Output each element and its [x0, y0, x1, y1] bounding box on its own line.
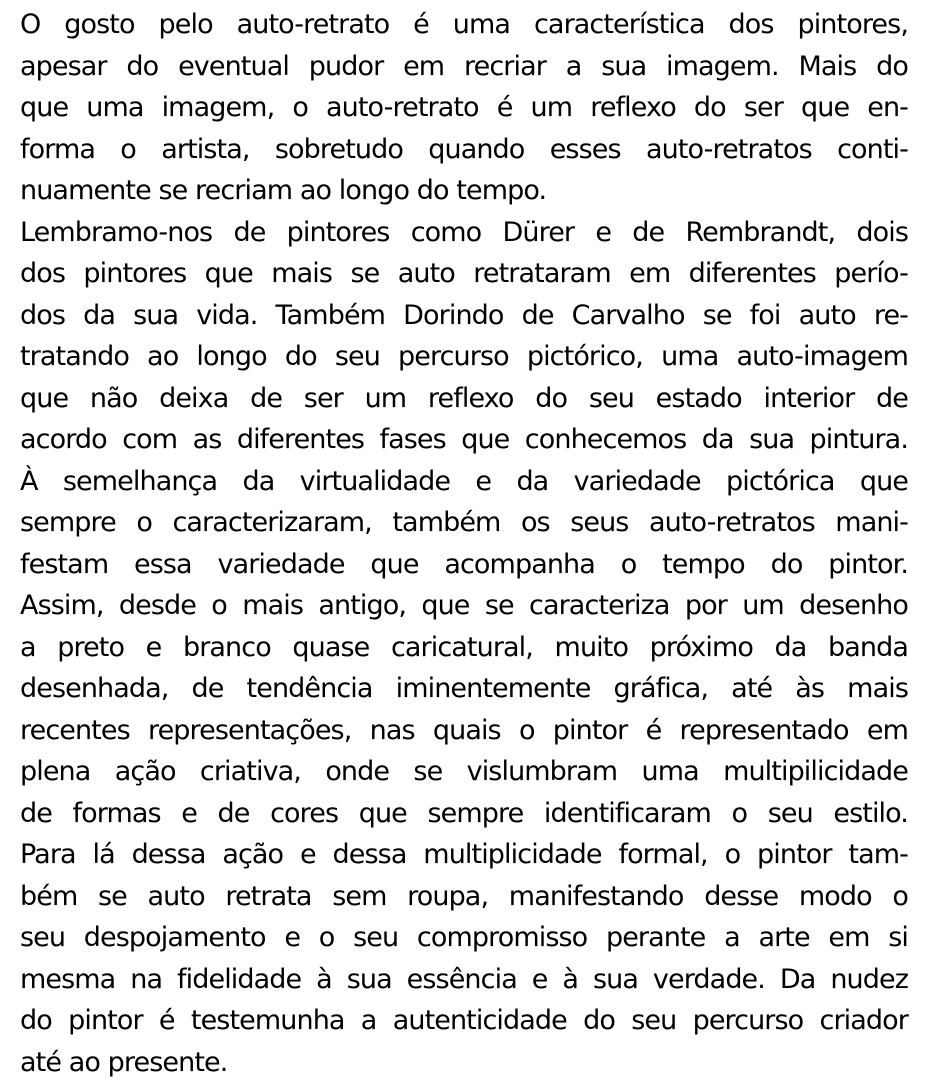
text-line: À semelhança da virtualidade e da variedade pictórica que [20, 461, 908, 503]
text-line: recentes representações, nas quais o pintor é representado em [20, 710, 908, 752]
text-line: plena ação criativa, onde se vislumbram uma multipilicidade [20, 751, 908, 793]
text-line: até ao presente. [20, 1042, 908, 1083]
text-line: mesma na fidelidade à sua essência e à sua verdade. Da nudez [20, 959, 908, 1001]
text-line: que uma imagem, o auto-retrato é um reflexo do ser que en- [20, 87, 908, 129]
text-line: nuamente se recriam ao longo do tempo. [20, 170, 908, 212]
text-line: a preto e branco quase caricatural, muito próximo da banda [20, 627, 908, 669]
text-line: Assim, desde o mais antigo, que se caracteriza por um desenho [20, 585, 908, 627]
text-line: tratando ao longo do seu percurso pictórico, uma auto-imagem [20, 336, 908, 378]
text-line: seu despojamento e o seu compromisso perante a arte em si [20, 917, 908, 959]
text-line: apesar do eventual pudor em recriar a sua imagem. Mais do [20, 46, 908, 88]
text-line: Lembramo-nos de pintores como Dürer e de Rembrandt, dois [20, 212, 908, 254]
article-text [20, 4, 908, 1083]
text-line: sempre o caracterizaram, também os seus auto-retratos mani- [20, 502, 908, 544]
text-line: forma o artista, sobretudo quando esses auto-retratos conti- [20, 129, 908, 171]
text-line: acordo com as diferentes fases que conhecemos da sua pintura. [20, 419, 908, 461]
text-line: que não deixa de ser um reflexo do seu estado interior de [20, 378, 908, 420]
text-line: do pintor é testemunha a autenticidade do seu percurso criador [20, 1000, 908, 1042]
text-line: de formas e de cores que sempre identificaram o seu estilo. [20, 793, 908, 835]
text-line: festam essa variedade que acompanha o tempo do pintor. [20, 544, 908, 586]
text-line: Para lá dessa ação e dessa multiplicidade formal, o pintor tam- [20, 834, 908, 876]
text-line: dos da sua vida. Também Dorindo de Carvalho se foi auto re- [20, 295, 908, 337]
text-line: desenhada, de tendência iminentemente gráfica, até às mais [20, 668, 908, 710]
text-line: bém se auto retrata sem roupa, manifestando desse modo o [20, 876, 908, 918]
text-line: O gosto pelo auto-retrato é uma característica dos pintores, [20, 4, 908, 46]
text-line: dos pintores que mais se auto retrataram em diferentes perío- [20, 253, 908, 295]
